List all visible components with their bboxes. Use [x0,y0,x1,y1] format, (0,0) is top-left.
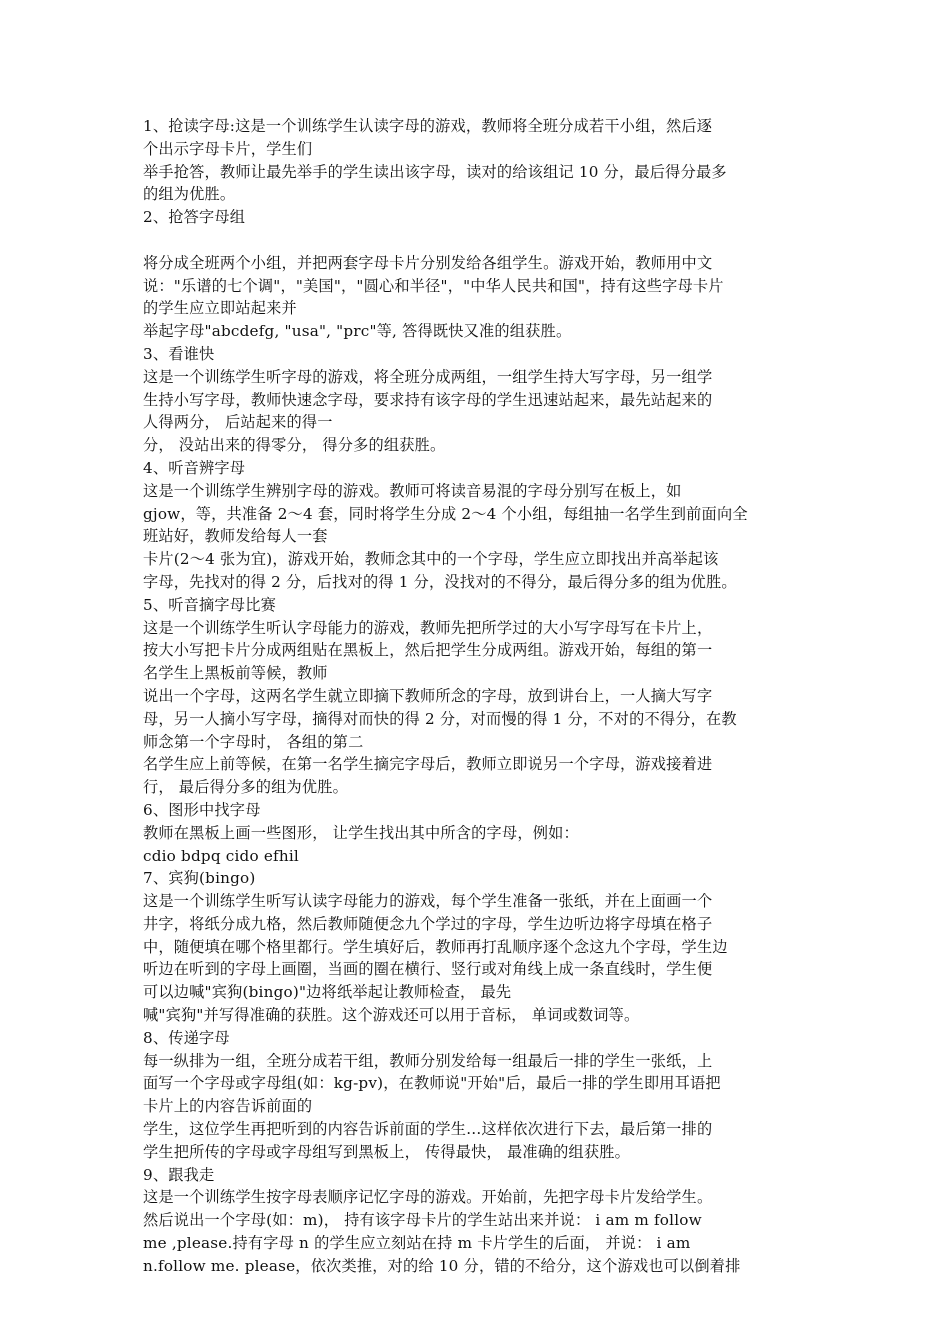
text-line: cdio bdpq cido efhil [143,846,299,865]
text-line: n.follow me. please，依次类推，对的给 10 分，错的不给分，这个游戏也可以倒着排 [143,1256,741,1275]
text-line: 生持小写字母，教师快速念字母，要求持有该字母的学生迅速站起来，最先站起来的 [143,390,713,409]
text-line: gjow，等，共准备 2～4 套，同时将学生分成 2～4 个小组，每组抽一名学生到前面向全 [143,504,748,523]
text-line: 举手抢答，教师让最先举手的学生读出该字母，读对的给该组记 10 分，最后得分最多 [143,162,727,181]
text-line: 5、听音摘字母比赛 [143,595,276,614]
text-line: 喊"宾狗"并写得准确的获胜。这个游戏还可以用于音标， 单词或数词等。 [143,1006,640,1025]
text-line: 按大小写把卡片分成两组贴在黑板上，然后把学生分成两组。游戏开始，每组的第一 [143,641,713,660]
text-line: 1、抢读字母:这是一个训练学生认读字母的游戏，教师将全班分成若干小组，然后逐 [143,117,713,135]
text-line: 每一纵排为一组，全班分成若干组，教师分别发给每一组最后一排的学生一张纸，上 [143,1051,713,1070]
text-line: 卡片上的内容告诉前面的 [143,1097,313,1116]
text-line: 3、看谁快 [143,344,215,363]
text-line: 9、跟我走 [143,1165,215,1184]
text-line: 教师在黑板上画一些图形， 让学生找出其中所含的字母，例如： [143,823,579,842]
text-line: 的学生应立即站起来并 [143,299,297,318]
text-line: 说："乐谱的七个调"，"美国"，"圆心和半径"，"中华人民共和国"，持有这些字母卡片 [143,276,724,295]
text-line: 这是一个训练学生听写认读字母能力的游戏，每个学生准备一张纸，并在上面画一个 [143,892,713,911]
text-line: 这是一个训练学生听认字母能力的游戏，教师先把所学过的大小写字母写在卡片上， [143,618,713,637]
document-body [143,115,843,1278]
text-line: 师念第一个字母时， 各组的第二 [143,732,364,751]
text-line: 班站好，教师发给每人一套 [143,527,328,546]
text-line [143,229,843,252]
text-line: 这是一个训练学生听字母的游戏，将全班分成两组，一组学生持大写字母，另一组学 [143,367,713,386]
text-line: 这是一个训练学生辨别字母的游戏。教师可将读音易混的字母分别写在板上，如 [143,481,682,500]
text-line: 8、传递字母 [143,1028,230,1047]
text-line: 卡片(2～4 张为宜)，游戏开始，教师念其中的一个字母，学生应立即找出并高举起该 [143,550,719,569]
text-line: 的组为优胜。 [143,185,236,204]
text-line: 井字，将纸分成九格，然后教师随便念九个学过的字母，学生边听边将字母填在格子 [143,914,713,933]
text-line: 7、宾狗(bingo) [143,869,256,888]
text-line: 说出一个字母，这两名学生就立即摘下教师所念的字母，放到讲台上，一人摘大写字 [143,686,713,705]
text-line: 将分成全班两个小组，并把两套字母卡片分别发给各组学生。游戏开始，教师用中文 [143,253,713,272]
text-line: 分， 没站出来的得零分， 得分多的组获胜。 [143,436,446,455]
text-line: 行， 最后得分多的组为优胜。 [143,778,349,797]
text-line: 中，随便填在哪个格里都行。学生填好后，教师再打乱顺序逐个念这九个字母，学生边 [143,937,728,956]
text-line: 名学生上黑板前等候，教师 [143,664,328,683]
text-line: 2、抢答字母组 [143,208,246,227]
text-line: 举起字母"abcdefg, "usa", "prc"等, 答得既快又准的组获胜。 [143,322,572,341]
text-line: 字母，先找对的得 2 分，后找对的得 1 分，没找对的不得分，最后得分多的组为优胜。 [143,572,737,591]
text-line: 面写一个字母或字母组(如：kg-pv)，在教师说"开始"后，最后一排的学生即用耳语把 [143,1074,721,1093]
text-line: 学生把所传的字母或字母组写到黑板上， 传得最快， 最准确的组获胜。 [143,1142,631,1161]
text-line: 名学生应上前等候，在第一名学生摘完字母后，教师立即说另一个字母，游戏接着进 [143,755,713,774]
text-line: me ,please.持有字母 n 的学生应立刻站在持 m 卡片学生的后面， 并说： i am [143,1234,691,1253]
text-line: 母，另一人摘小写字母，摘得对而快的得 2 分，对而慢的得 1 分，不对的不得分，在教 [143,709,737,728]
text-line: 听边在听到的字母上画圈，当画的圈在横行、竖行或对角线上成一条直线时，学生便 [143,960,713,979]
text-line: 人得两分， 后站起来的得一 [143,413,333,432]
text-line: 4、听音辨字母 [143,458,246,477]
text-line: 可以边喊"宾狗(bingo)"边将纸举起让教师检查， 最先 [143,983,512,1002]
text-line: 这是一个训练学生按字母表顺序记忆字母的游戏。开始前，先把字母卡片发给学生。 [143,1188,713,1207]
text-line: 个出示字母卡片，学生们 [143,139,313,158]
text-line: 6、图形中找字母 [143,800,261,819]
text-line: 然后说出一个字母(如：m)， 持有该字母卡片的学生站出来并说： i am m follow [143,1211,702,1230]
text-line: 学生，这位学生再把听到的内容告诉前面的学生…这样依次进行下去，最后第一排的 [143,1120,713,1139]
